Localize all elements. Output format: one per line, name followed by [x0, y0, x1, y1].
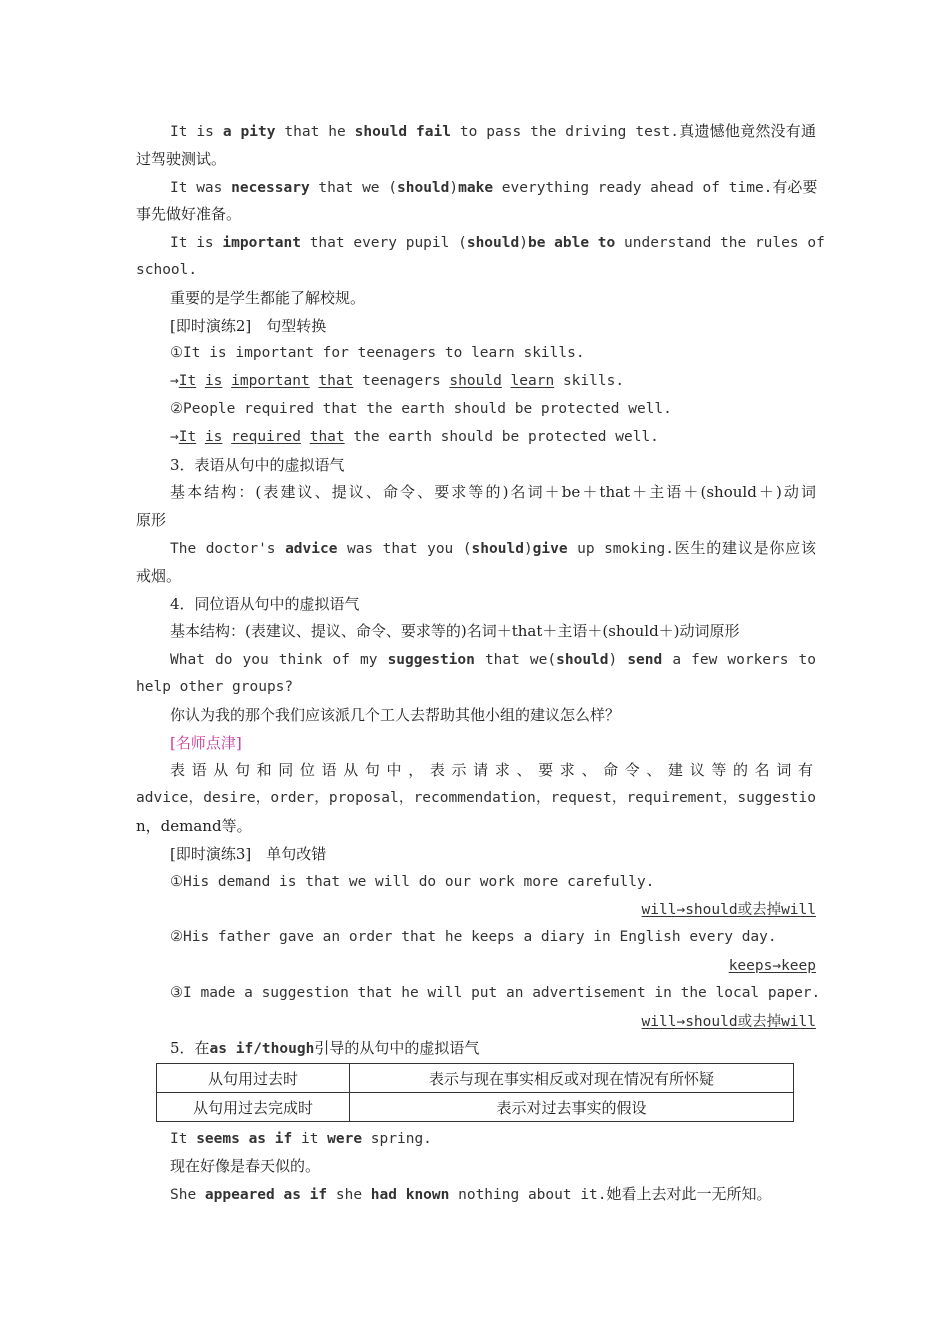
- drill-question: ②People required that the earth should be protected well.: [170, 400, 672, 417]
- text: up smoking.: [567, 540, 674, 557]
- answer-blank: should: [449, 373, 502, 390]
- drill-question: ①His demand is that we will do our work more carefully.: [170, 873, 655, 890]
- table-cell: 从句用过去完成时: [157, 1093, 350, 1122]
- text: that we (: [309, 179, 397, 196]
- text: ): [449, 179, 459, 196]
- text: She: [170, 1186, 205, 1203]
- translation-line: 事先做好准备。: [136, 205, 242, 224]
- keyword: should: [471, 540, 524, 557]
- arrow-icon: →: [170, 428, 179, 445]
- text: she: [327, 1186, 371, 1203]
- answer-blank: It: [178, 428, 197, 445]
- keyword: give: [532, 540, 568, 557]
- text: teenagers: [362, 373, 441, 390]
- text: the earth should be protected well.: [353, 428, 659, 445]
- translation: 真遗憾他竟然没有通: [679, 122, 816, 140]
- text: that we(: [474, 652, 557, 669]
- text: it: [292, 1131, 328, 1148]
- answer-blank: that: [309, 428, 345, 445]
- answer-text: will→should或去掉will: [641, 902, 816, 919]
- text: 5．在: [170, 1039, 210, 1058]
- section-heading: [136, 1035, 816, 1063]
- answer-blank: is: [204, 373, 223, 390]
- answer-blank: important: [231, 373, 310, 390]
- arrow-icon: →: [170, 373, 179, 390]
- keyword: suggestion: [387, 652, 475, 669]
- structure-line: 基本结构：(表建议、提议、命令、要求等的)名词＋that＋主语＋(should＋)动词原形: [170, 622, 740, 641]
- keyword: as if/though: [209, 1041, 315, 1058]
- text: to pass the driving test.: [450, 124, 679, 140]
- example-sentence: [136, 646, 816, 674]
- document-page: [136, 118, 825, 1208]
- text: It is: [170, 235, 223, 252]
- text: It was: [170, 179, 232, 196]
- keyword: appeared as if: [204, 1186, 328, 1203]
- text: skills.: [562, 373, 625, 390]
- example-sentence: [136, 1125, 816, 1153]
- keyword: seems as if: [196, 1131, 293, 1148]
- answer-blank: It: [178, 373, 197, 390]
- translation-line: 现在好像是春天似的。: [170, 1156, 321, 1175]
- translation-line: 戒烟。: [136, 566, 182, 585]
- answer-text: will→should或去掉will: [641, 1013, 816, 1030]
- drill-answer: [136, 952, 816, 980]
- drill-answer: [136, 1008, 816, 1036]
- answer-blank: is: [204, 428, 223, 445]
- example-sentence: [136, 229, 825, 257]
- keyword: important: [222, 235, 301, 252]
- table-row: [157, 1093, 794, 1122]
- text: that he: [275, 124, 355, 140]
- text: a few workers to: [662, 652, 817, 669]
- sentence-continuation: help other groups?: [136, 678, 294, 695]
- keyword: make: [458, 179, 494, 196]
- structure-continuation: 原形: [136, 511, 167, 530]
- text: spring.: [362, 1131, 432, 1148]
- text: everything ready ahead of time.: [493, 179, 773, 196]
- tip-heading: [名师点津]: [170, 733, 242, 752]
- drill-heading: [即时演练3] 单句改错: [170, 844, 327, 863]
- text: It: [170, 1131, 197, 1148]
- keyword: necessary: [231, 179, 310, 196]
- translation: 医生的建议是你应该: [673, 538, 816, 557]
- keyword: were: [327, 1131, 363, 1148]
- keyword: had known: [370, 1186, 450, 1203]
- keyword: should fail: [354, 124, 451, 140]
- table-wrapper: [136, 1063, 816, 1125]
- section-heading: 3．表语从句中的虚拟语气: [170, 455, 345, 474]
- text: nothing about it.: [449, 1186, 607, 1203]
- drill-answer: [136, 368, 816, 396]
- text: ): [523, 540, 533, 557]
- tip-text: 表语从句和同位语从句中，表示请求、要求、命令、建议等的名词有: [170, 761, 816, 780]
- keyword: be able to: [527, 235, 616, 252]
- keyword: should: [466, 235, 520, 252]
- table-cell: 表示对过去事实的假设: [350, 1093, 794, 1122]
- keyword: a pity: [222, 124, 276, 140]
- text: was that you (: [337, 540, 472, 557]
- example-sentence: [136, 174, 816, 202]
- translation-line: 重要的是学生都能了解校规。: [170, 288, 366, 307]
- tip-text: advice，desire，order，proposal，recommendation，request，requirement，suggestio: [136, 790, 816, 807]
- translation-line: 过驾驶测试。: [136, 149, 227, 168]
- drill-question: ②His father gave an order that he keeps a diary in English every day.: [170, 929, 777, 946]
- drill-answer: [136, 896, 816, 924]
- drill-question: ①It is important for teenagers to learn skills.: [170, 345, 585, 362]
- keyword: advice: [285, 540, 338, 557]
- keyword: should: [397, 179, 450, 196]
- structure-line: 基本结构：(表建议、提议、命令、要求等的)名词＋be＋that＋主语＋(should＋)动词: [170, 483, 816, 502]
- text: The doctor's: [170, 540, 286, 557]
- text: 引导的从句中的虚拟语气: [314, 1039, 480, 1058]
- text: It is: [170, 124, 223, 140]
- example-sentence: [136, 118, 816, 146]
- sentence-continuation: school.: [136, 261, 198, 278]
- text: What do you think of my: [170, 652, 388, 669]
- table-row: [157, 1064, 794, 1093]
- text: that every pupil (: [300, 235, 467, 252]
- table-cell: 表示与现在事实相反或对现在情况有所怀疑: [350, 1064, 794, 1093]
- drill-heading: [即时演练2] 句型转换: [170, 316, 327, 335]
- usage-table: [156, 1063, 794, 1122]
- example-sentence: [136, 535, 816, 563]
- answer-text: keeps→keep: [728, 957, 816, 974]
- translation: 她看上去对此一无所知。: [606, 1184, 772, 1203]
- text: ): [519, 235, 528, 252]
- translation-line: 你认为我的那个我们应该派几个工人去帮助其他小组的建议怎么样？: [170, 705, 621, 724]
- drill-question: ③I made a suggestion that he will put an advertisement in the local paper.: [170, 984, 821, 1001]
- text: understand the rules of: [615, 235, 825, 252]
- example-sentence: [136, 1181, 816, 1209]
- tip-text: n，demand等。: [136, 816, 252, 835]
- keyword: send: [627, 652, 663, 669]
- table-cell: 从句用过去时: [157, 1064, 350, 1093]
- text: ): [608, 652, 628, 669]
- translation: 有必要: [772, 177, 818, 196]
- drill-answer: [136, 424, 816, 452]
- keyword: should: [556, 652, 609, 669]
- answer-blank: learn: [510, 373, 555, 390]
- answer-blank: that: [318, 373, 354, 390]
- section-heading: 4．同位语从句中的虚拟语气: [170, 594, 360, 613]
- answer-blank: required: [231, 428, 301, 445]
